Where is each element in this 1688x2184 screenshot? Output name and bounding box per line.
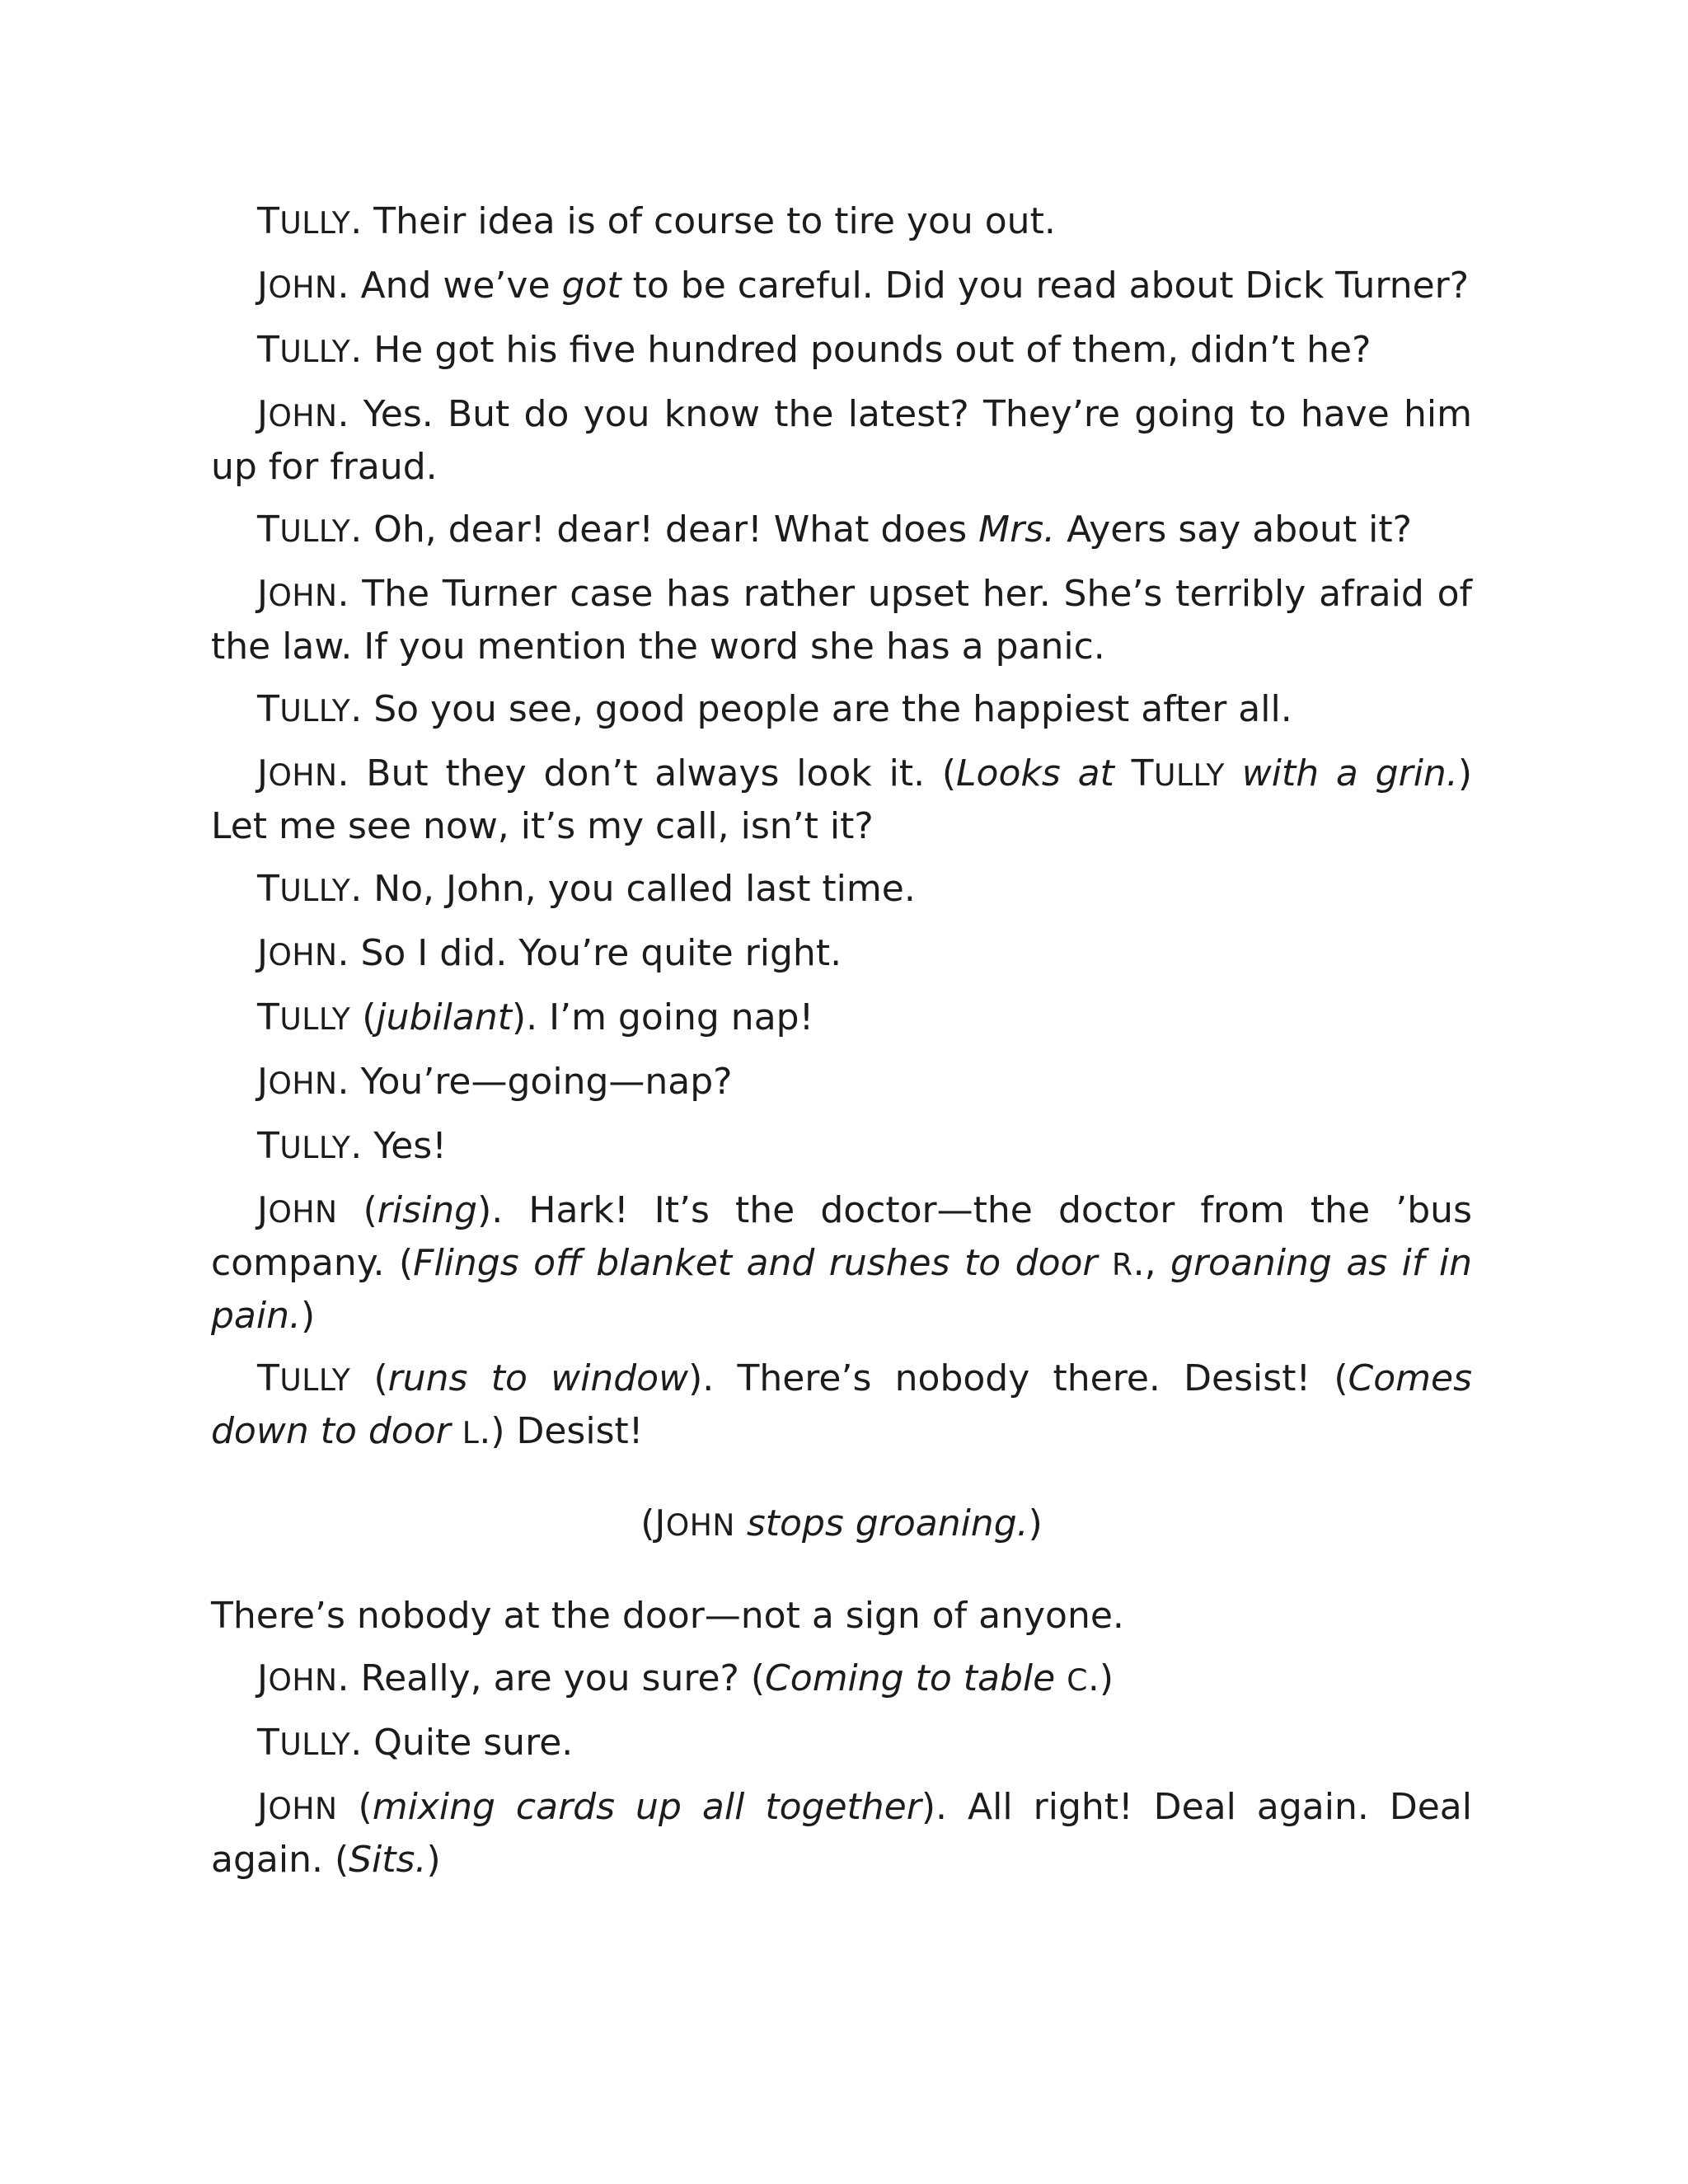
speaker-tully: TULLY — [257, 509, 351, 551]
speaker-tully: TULLY — [257, 200, 351, 242]
dialogue-line: JOHN. Really, are you sure? (Coming to table C.) — [257, 1657, 1114, 1699]
speaker-john: JOHN — [257, 393, 338, 435]
dialogue-line: TULLY. Quite sure. — [257, 1722, 574, 1764]
dialogue-line: TULLY. So you see, good people are the happiest after all. — [257, 688, 1292, 730]
speaker-tully: TULLY — [257, 996, 351, 1038]
dialogue-line: TULLY (jubilant). I’m going nap! — [257, 996, 814, 1038]
dialogue-line: TULLY. Their idea is of course to tire you out. — [257, 200, 1056, 242]
speaker-tully: TULLY — [257, 1357, 351, 1399]
dialogue-line: TULLY. Yes! — [257, 1125, 447, 1167]
speaker-tully: TULLY — [257, 1722, 351, 1764]
speaker-john: JOHN — [257, 1189, 338, 1231]
dialogue-line: JOHN. You’re—going—nap? — [257, 1061, 733, 1103]
dialogue-line: JOHN. The Turner case has rather upset her. She’s terribly afraid of the law. If you mention the word she has a panic. — [211, 573, 1472, 668]
speaker-tully: TULLY — [257, 868, 351, 910]
dialogue-line: TULLY. Oh, dear! dear! dear! What does Mrs. Ayers say about it? — [257, 509, 1413, 551]
character-ref-tully: TULLY — [1131, 752, 1225, 794]
dialogue-line: JOHN (mixing cards up all together). All right! Deal again. Deal again. (Sits.) — [211, 1786, 1472, 1881]
speaker-john: JOHN — [257, 265, 338, 307]
dialogue-line: JOHN (rising). Hark! It’s the doctor—the doctor from the ’bus company. (Flings off blanket and rushes to door R., groaning as if in pain.) — [211, 1189, 1472, 1337]
speaker-tully: TULLY — [257, 329, 351, 371]
stage-direction: (JOHN stops groaning.) — [640, 1502, 1043, 1544]
speaker-john: JOHN — [257, 932, 338, 974]
speaker-john: JOHN — [257, 1657, 338, 1699]
speaker-john: JOHN — [257, 573, 338, 615]
dialogue-line: JOHN. Yes. But do you know the latest? They’re going to have him up for fraud. — [211, 393, 1472, 488]
continuation-line: There’s nobody at the door—not a sign of anyone. — [211, 1595, 1124, 1637]
speaker-tully: TULLY — [257, 1125, 351, 1167]
dialogue-line: TULLY (runs to window). There’s nobody there. Desist! (Comes down to door L.) Desist! — [211, 1357, 1472, 1452]
dialogue-line: TULLY. He got his five hundred pounds out of them, didn’t he? — [257, 329, 1372, 371]
dialogue-line: JOHN. But they don’t always look it. (Looks at TULLY with a grin.) Let me see now, it’s my call, isn’t it? — [211, 752, 1472, 847]
dialogue-line: TULLY. No, John, you called last time. — [257, 868, 916, 910]
speaker-john: JOHN — [257, 1061, 338, 1103]
script-page — [211, 196, 1472, 1897]
dialogue-line: JOHN. And we’ve got to be careful. Did you read about Dick Turner? — [257, 265, 1470, 307]
dialogue-line: JOHN. So I did. You’re quite right. — [257, 932, 842, 974]
speaker-john: JOHN — [257, 1786, 338, 1828]
stage-position-r: R — [1112, 1248, 1133, 1282]
stage-position-c: C — [1067, 1663, 1088, 1698]
speaker-john: JOHN — [257, 752, 338, 794]
character-ref-john: JOHN — [654, 1502, 735, 1544]
speaker-tully: TULLY — [257, 688, 351, 730]
stage-position-l: L — [462, 1416, 480, 1451]
